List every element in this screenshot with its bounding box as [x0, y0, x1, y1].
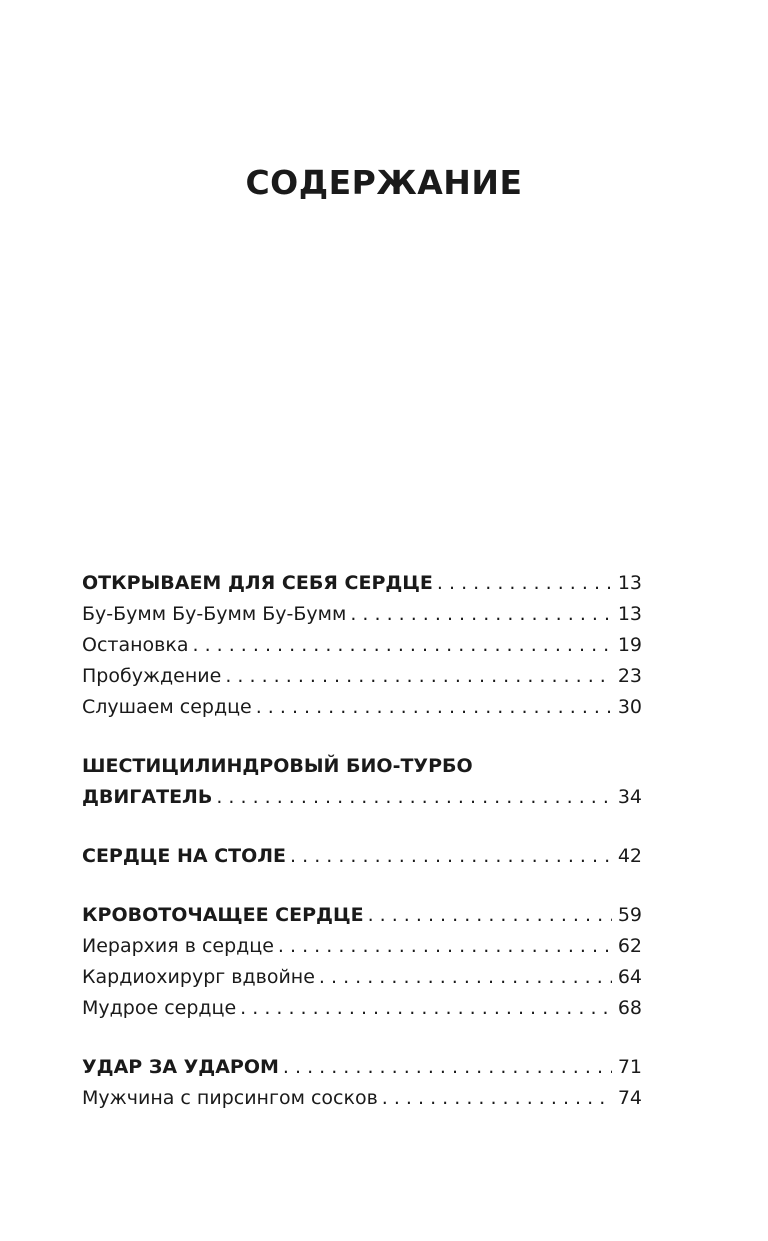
toc-page-number: 13: [617, 603, 642, 625]
toc-entry[interactable]: [82, 568, 642, 599]
toc-page-number: 68: [617, 997, 642, 1019]
toc-entry[interactable]: [82, 993, 642, 1024]
toc-entry-title: Иерархия в сердце: [82, 935, 274, 957]
toc-entry-title: Слушаем сердце: [82, 696, 252, 718]
toc-dot-leader: [290, 841, 612, 872]
toc-dot-leader: [225, 661, 611, 692]
toc-group: [82, 751, 642, 813]
toc-entry-title: УДАР ЗА УДАРОМ: [82, 1056, 279, 1078]
toc-page-number: 64: [617, 966, 642, 988]
toc-page-number: 74: [617, 1087, 642, 1109]
toc-entry[interactable]: [82, 599, 642, 630]
toc-entry[interactable]: [82, 900, 642, 931]
toc-dot-leader: [350, 599, 611, 630]
toc-entry-title: Кардиохирург вдвойне: [82, 966, 315, 988]
toc-dot-leader: [256, 692, 612, 723]
toc-entry-title: ШЕСТИЦИЛИНДРОВЫЙ БИО-ТУРБО: [82, 755, 473, 777]
toc-entry[interactable]: [82, 692, 642, 723]
toc-entry-title: ДВИГАТЕЛЬ: [82, 786, 213, 808]
toc-entry[interactable]: [82, 841, 642, 872]
toc-group: [82, 1052, 642, 1114]
toc-entry[interactable]: [82, 661, 642, 692]
toc-page-number: 71: [617, 1056, 642, 1078]
toc-page-number: 19: [617, 634, 642, 656]
toc-entry-title: КРОВОТОЧАЩЕЕ СЕРДЦЕ: [82, 904, 364, 926]
toc-page-number: 42: [617, 845, 642, 867]
toc-dot-leader: [240, 993, 612, 1024]
toc-page-number: 23: [617, 665, 642, 687]
toc-entry-title: Мужчина с пирсингом сосков: [82, 1087, 378, 1109]
toc-entry-title: Пробуждение: [82, 665, 222, 687]
toc-dot-leader: [283, 1052, 612, 1083]
toc-entry-title: СЕРДЦЕ НА СТОЛЕ: [82, 845, 287, 867]
toc-entry[interactable]: [82, 931, 642, 962]
toc-group: [82, 568, 642, 723]
toc-entry-first-line[interactable]: [82, 751, 642, 782]
toc-entry[interactable]: [82, 962, 642, 993]
toc-entry[interactable]: [82, 1052, 642, 1083]
toc-dot-leader: [368, 900, 612, 931]
toc-dot-leader: [192, 630, 611, 661]
toc-entry-title: Остановка: [82, 634, 189, 656]
toc-page-number: 62: [617, 935, 642, 957]
toc-entry-title: Мудрое сердце: [82, 997, 237, 1019]
toc-page-number: 30: [617, 696, 642, 718]
toc-page-number: 59: [617, 904, 642, 926]
toc-group: [82, 841, 642, 872]
page-title: СОДЕРЖАНИЕ: [245, 163, 523, 202]
toc-entry[interactable]: [82, 1083, 642, 1114]
toc-dot-leader: [437, 568, 612, 599]
toc-dot-leader: [382, 1083, 612, 1114]
toc-dot-leader: [216, 782, 611, 813]
toc-entry-title: Бу-Бумм Бу-Бумм Бу-Бумм: [82, 603, 347, 625]
toc-entry-title: ОТКРЫВАЕМ ДЛЯ СЕБЯ СЕРДЦЕ: [82, 572, 433, 594]
toc-entry[interactable]: [82, 782, 642, 813]
table-of-contents: [82, 568, 642, 1142]
toc-dot-leader: [278, 931, 612, 962]
toc-page-number: 13: [617, 572, 642, 594]
toc-page-number: 34: [617, 786, 642, 808]
toc-entry[interactable]: [82, 630, 642, 661]
toc-dot-leader: [319, 962, 612, 993]
toc-group: [82, 900, 642, 1024]
